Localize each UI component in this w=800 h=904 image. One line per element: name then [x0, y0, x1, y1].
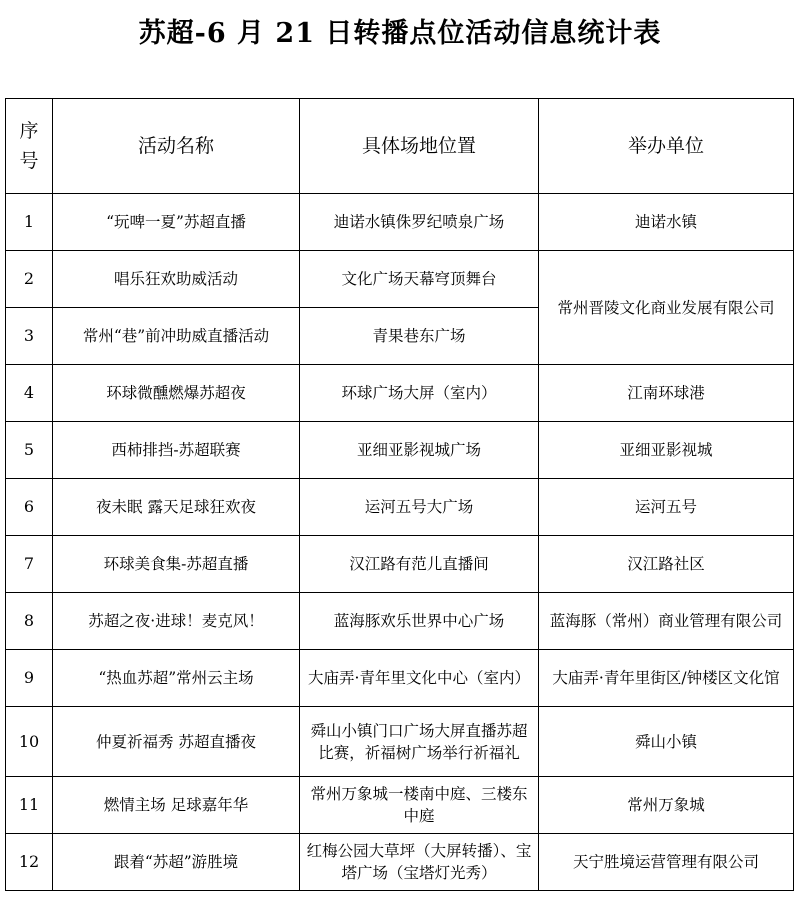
header-org: 举办单位 [539, 99, 794, 194]
table-row [6, 777, 794, 834]
cell-place: 汉江路有范儿直播间 [300, 536, 539, 593]
header-name: 活动名称 [53, 99, 300, 194]
cell-seq: 10 [6, 707, 53, 777]
table-row [6, 251, 794, 308]
cell-seq: 4 [6, 365, 53, 422]
cell-name: 苏超之夜·进球！麦克风！ [53, 593, 300, 650]
cell-org: 常州万象城 [539, 777, 794, 834]
cell-name: “热血苏超”常州云主场 [53, 650, 300, 707]
table-row [6, 707, 794, 777]
header-seq-line2: 号 [19, 150, 39, 172]
cell-seq: 2 [6, 251, 53, 308]
cell-seq: 8 [6, 593, 53, 650]
page-title: 苏超-6 月 21 日转播点位活动信息统计表 [138, 18, 662, 49]
cell-seq: 3 [6, 308, 53, 365]
cell-place: 红梅公园大草坪（大屏转播）、宝塔广场（宝塔灯光秀） [300, 834, 539, 891]
cell-seq: 11 [6, 777, 53, 834]
table-row [6, 365, 794, 422]
table-row [6, 194, 794, 251]
cell-seq: 12 [6, 834, 53, 891]
cell-seq: 6 [6, 479, 53, 536]
cell-seq: 9 [6, 650, 53, 707]
table-row [6, 593, 794, 650]
cell-name: 跟着“苏超”游胜境 [53, 834, 300, 891]
cell-org: 运河五号 [539, 479, 794, 536]
activity-table [5, 98, 794, 891]
cell-place: 常州万象城一楼南中庭、三楼东中庭 [300, 777, 539, 834]
table-row [6, 422, 794, 479]
cell-org: 舜山小镇 [539, 707, 794, 777]
header-seq-line1: 序 [19, 120, 39, 142]
cell-name: 常州“巷”前冲助威直播活动 [53, 308, 300, 365]
cell-org: 蓝海豚（常州）商业管理有限公司 [539, 593, 794, 650]
cell-place: 迪诺水镇侏罗纪喷泉广场 [300, 194, 539, 251]
cell-place: 蓝海豚欢乐世界中心广场 [300, 593, 539, 650]
cell-name: 仲夏祈福秀 苏超直播夜 [53, 707, 300, 777]
cell-name: 环球微醺燃爆苏超夜 [53, 365, 300, 422]
table-row [6, 479, 794, 536]
table-row [6, 536, 794, 593]
cell-org: 迪诺水镇 [539, 194, 794, 251]
cell-place: 大庙弄·青年里文化中心（室内） [300, 650, 539, 707]
cell-seq: 1 [6, 194, 53, 251]
cell-org: 汉江路社区 [539, 536, 794, 593]
cell-name: 唱乐狂欢助威活动 [53, 251, 300, 308]
cell-org: 常州晋陵文化商业发展有限公司 [539, 251, 794, 365]
cell-org: 江南环球港 [539, 365, 794, 422]
cell-org: 天宁胜境运营管理有限公司 [539, 834, 794, 891]
table-row [6, 650, 794, 707]
cell-name: 环球美食集-苏超直播 [53, 536, 300, 593]
cell-place: 青果巷东广场 [300, 308, 539, 365]
cell-place: 舜山小镇门口广场大屏直播苏超比赛，祈福树广场举行祈福礼 [300, 707, 539, 777]
table-row [6, 834, 794, 891]
cell-place: 环球广场大屏（室内） [300, 365, 539, 422]
cell-place: 文化广场天幕穹顶舞台 [300, 251, 539, 308]
cell-name: 西柿排挡-苏超联赛 [53, 422, 300, 479]
cell-name: “玩啤一夏”苏超直播 [53, 194, 300, 251]
cell-place: 亚细亚影视城广场 [300, 422, 539, 479]
cell-seq: 7 [6, 536, 53, 593]
cell-place: 运河五号大广场 [300, 479, 539, 536]
cell-seq: 5 [6, 422, 53, 479]
cell-name: 夜未眠 露天足球狂欢夜 [53, 479, 300, 536]
cell-name: 燃情主场 足球嘉年华 [53, 777, 300, 834]
header-seq [6, 99, 53, 194]
table-header-row [6, 99, 794, 194]
cell-org: 大庙弄·青年里街区/钟楼区文化馆 [539, 650, 794, 707]
header-place: 具体场地位置 [300, 99, 539, 194]
cell-org: 亚细亚影视城 [539, 422, 794, 479]
